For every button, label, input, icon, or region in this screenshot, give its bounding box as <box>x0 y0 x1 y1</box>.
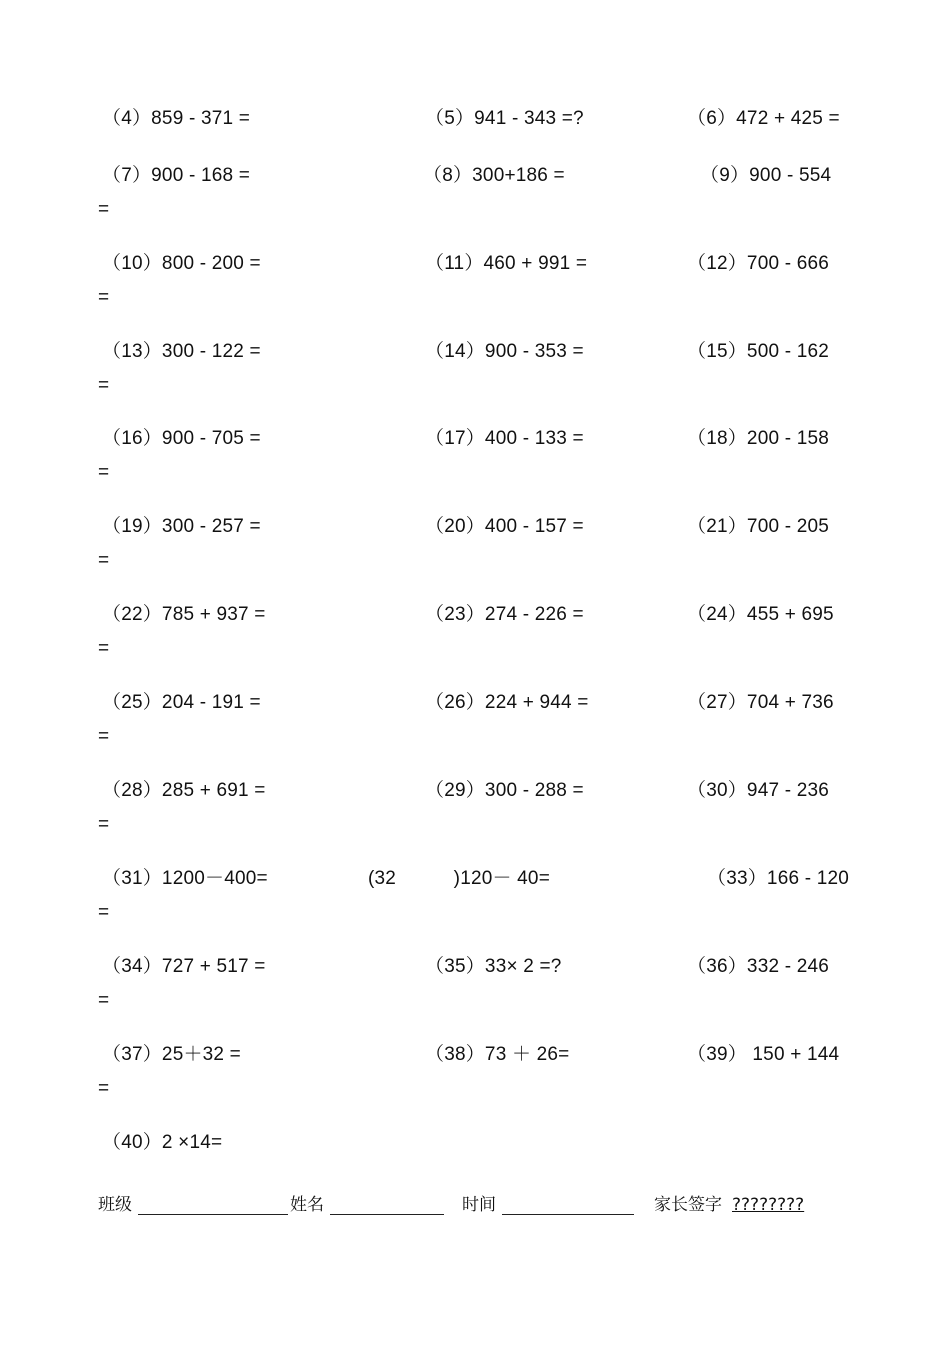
answer-equals-sign: = <box>98 902 110 923</box>
problem-item: （8）300+186 = <box>423 165 565 186</box>
parent-signature-label: 家长签字 <box>654 1195 722 1215</box>
problem-item: （24）455 + 695 <box>687 604 834 625</box>
problem-item: （26）224 + 944 = <box>425 692 589 713</box>
problem-item: （12）700 - 666 <box>687 253 830 274</box>
answer-equals-sign: = <box>98 199 110 220</box>
answer-equals-sign: = <box>98 990 110 1011</box>
answer-equals-sign: = <box>98 726 110 747</box>
problem-item: （25）204 - 191 = <box>102 692 261 713</box>
name-blank[interactable] <box>330 1214 444 1215</box>
problem-item: （10）800 - 200 = <box>102 253 261 274</box>
problem-item: （5）941 - 343 =? <box>425 108 584 129</box>
problem-item: （13）300 - 122 = <box>102 341 261 362</box>
problem-item: （14）900 - 353 = <box>425 341 584 362</box>
problem-item: （21）700 - 205 <box>687 516 830 537</box>
name-label: 姓名 <box>290 1195 324 1215</box>
problem-item: （37）25＋32 = <box>102 1044 241 1065</box>
problem-item: （20）400 - 157 = <box>425 516 584 537</box>
worksheet-footer <box>98 1192 858 1220</box>
parent-signature-value: ???????? <box>732 1195 805 1215</box>
answer-equals-sign: = <box>98 638 110 659</box>
problem-item: （11）460 + 991 = <box>425 253 588 274</box>
problem-item: （16）900 - 705 = <box>102 428 261 449</box>
problem-item: （9）900 - 554 <box>700 165 832 186</box>
problem-item: （29）300 - 288 = <box>425 780 584 801</box>
answer-equals-sign: = <box>98 550 110 571</box>
problem-item: （27）704 + 736 <box>687 692 834 713</box>
problem-item: （15）500 - 162 <box>687 341 830 362</box>
answer-equals-sign: = <box>98 287 110 308</box>
time-blank[interactable] <box>502 1214 634 1215</box>
problem-item: （7）900 - 168 = <box>102 165 251 186</box>
problem-item: （4）859 - 371 = <box>102 108 251 129</box>
problem-item: （36）332 - 246 <box>687 956 830 977</box>
problem-item: (32 )120－ 40= <box>368 868 550 889</box>
time-label: 时间 <box>462 1195 496 1215</box>
problem-item: （35）33× 2 =? <box>425 956 562 977</box>
class-label: 班级 <box>98 1195 132 1215</box>
problem-item: （22）785 + 937 = <box>102 604 266 625</box>
answer-equals-sign: = <box>98 375 110 396</box>
answer-equals-sign: = <box>98 1078 110 1099</box>
problem-item: （17）400 - 133 = <box>425 428 584 449</box>
answer-equals-sign: = <box>98 814 110 835</box>
problem-item: （31）1200－400= <box>102 868 268 889</box>
problem-item: （6）472 + 425 = <box>687 108 840 129</box>
answer-equals-sign: = <box>98 462 110 483</box>
problem-item: （38）73 ＋ 26= <box>425 1044 570 1065</box>
problem-item: （23）274 - 226 = <box>425 604 584 625</box>
problem-item: （19）300 - 257 = <box>102 516 261 537</box>
problem-item: （40）2 ×14= <box>102 1132 223 1153</box>
problem-item: （33）166 - 120 <box>707 868 850 889</box>
problem-item: （28）285 + 691 = <box>102 780 266 801</box>
problem-item: （30）947 - 236 <box>687 780 830 801</box>
class-blank[interactable] <box>138 1214 288 1215</box>
problem-item: （34）727 + 517 = <box>102 956 266 977</box>
problem-item: （39） 150 + 144 <box>687 1044 840 1065</box>
problem-item: （18）200 - 158 <box>687 428 830 449</box>
